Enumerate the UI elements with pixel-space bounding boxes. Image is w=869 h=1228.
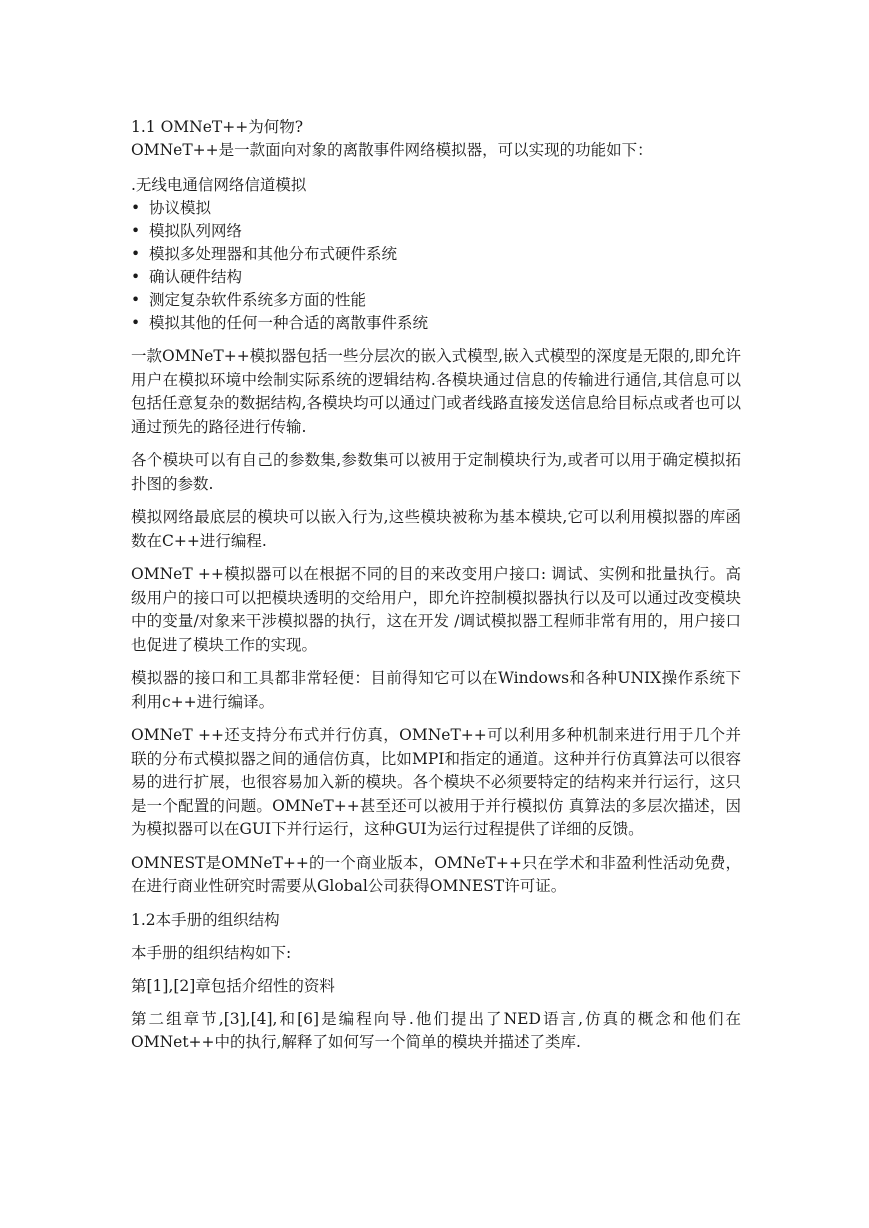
list-item [131,220,741,243]
bullet-icon: • [131,314,141,332]
list-item-text: 测定复杂软件系统多方面的性能 [149,291,367,309]
list-item [131,243,741,266]
bullet-icon: • [131,268,141,286]
paragraph-omnest: OMNEST是OMNeT++的一个商业版本，OMNeT++只在学术和非盈利性活动免费，在进行商业性研究时需要从Global公司获得OMNEST许可证。 [131,853,741,895]
list-item [131,312,741,335]
list-item [131,197,741,220]
document-page [131,116,741,1055]
list-item [131,289,741,312]
list-item-text: 确认硬件结构 [149,268,243,286]
list-item-text: 模拟多处理器和其他分布式硬件系统 [149,245,398,263]
list-item-text: 协议模拟 [149,199,212,217]
bullet-icon: • [131,291,141,309]
paragraph-parameters: 各个模块可以有自己的参数集,参数集可以被用于定制模块行为,或者可以用于确定模拟拓扑图的参数. [131,451,741,493]
bullet-icon: • [131,245,141,263]
section-heading-1-2: 1.2本手册的组织结构 [131,910,280,929]
paragraph-model-structure: 一款OMNeT++模拟器包括一些分层次的嵌入式模型,嵌入式模型的深度是无限的,即允许用户在模拟环境中绘制实际系统的逻辑结构.各模块通过信息的传输进行通信,其信息可以包括任意复杂的数据结构,各模块均可以通过门或者线路直接发送信息给目标点或者也可以通过预先的路径进行传输. [131,347,741,436]
list-lead-item: .无线电通信网络信道模拟 [131,176,307,194]
list-item [131,266,741,289]
paragraph-manual-intro: 本手册的组织结构如下: [131,943,292,962]
list-item-text: 模拟队列网络 [149,222,243,240]
paragraph-portability: 模拟器的接口和工具都非常轻便：目前得知它可以在Windows和各种UNIX操作系统下利用c++进行编译。 [131,669,741,711]
bullet-icon: • [131,199,141,217]
section-heading-1-1: 1.1 OMNeT++为何物? [131,118,304,136]
paragraph-chapters-intro: 第[1],[2]章包括介绍性的资料 [131,976,335,995]
feature-list [131,197,741,335]
bullet-icon: • [131,222,141,240]
paragraph-parallel-simulation: OMNeT ++还支持分布式并行仿真，OMNeT++可以利用多种机制来进行用于几个并联的分布式模拟器之间的通信仿真，比如MPI和指定的通道。这种并行仿真算法可以很容易的进行扩展，也很容易加入新的模块。各个模块不必须要特定的结构来并行运行，这只是一个配置的问题。OMNeT++甚至还可以被用于并行模拟仿 真算法的多层次描述，因为模拟器可以在GUI下并行运行，这种GUI为运行过程提供了详细的反馈。 [131,726,741,838]
paragraph-programming-guide: 第二组章节,[3],[4],和[6]是编程向导.他们提出了NED语言,仿真的概念和他们在OMNet++中的执行,解释了如何写一个简单的模块并描述了类库. [131,1009,741,1051]
intro-sentence: OMNeT++是一款面向对象的离散事件网络模拟器，可以实现的功能如下： [131,141,653,159]
paragraph-user-interfaces: OMNeT ++模拟器可以在根据不同的目的来改变用户接口: 调试、实例和批量执行。高级用户的接口可以把模块透明的交给用户，即允许控制模拟器执行以及可以通过改变模块中的变量/对象来干涉模拟器的执行，这在开发 /调试模拟器工程师非常有用的，用户接口也促进了模块工作的实现。 [131,565,741,654]
paragraph-simple-modules: 模拟网络最底层的模块可以嵌入行为,这些模块被称为基本模块,它可以利用模拟器的库函数在C++进行编程. [131,508,741,550]
list-item-text: 模拟其他的任何一种合适的离散事件系统 [149,314,429,332]
